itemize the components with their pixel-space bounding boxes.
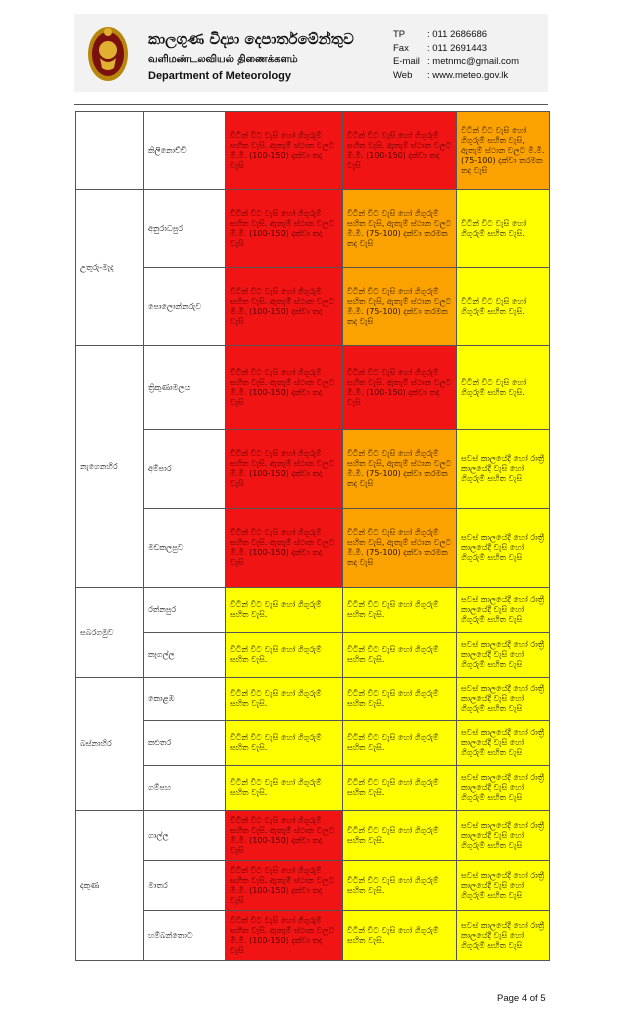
table-row xyxy=(76,190,550,268)
table-row xyxy=(76,721,550,766)
forecast-cell: සවස් කාලයේදී හෝ රාත්‍රී කාලයේදී වැසි හෝ ගිගුරුම් සහිත වැසි xyxy=(457,678,550,721)
province-cell: සබරගමුව xyxy=(76,588,144,678)
district-cell: කළුතර xyxy=(144,721,226,766)
dept-name-tamil: வளிமண்டலவியல் திணைக்களம் xyxy=(148,54,298,65)
forecast-cell: විටින් විට වැසි හෝ ගිගුරුම් සහිත වැසි, ඇතැම් ස්ථාන වලට මි.මී. (75-100) දක්වා තරමක තද වැසි xyxy=(343,268,457,346)
dept-name-english: Department of Meteorology xyxy=(148,70,292,82)
forecast-cell: විටින් විට වැසි හෝ ගිගුරුම් සහිත වැසි. ඇතැම් ස්ථාන වලට මි.මී. (100-150) දක්වා තද වැසි xyxy=(226,509,343,588)
table-row xyxy=(76,911,550,961)
table-row xyxy=(76,112,550,190)
province-cell xyxy=(76,112,144,190)
header-divider xyxy=(74,104,548,105)
forecast-table xyxy=(75,111,550,961)
forecast-cell: විටින් විට වැසි හෝ ගිගුරුම් සහිත වැසි. xyxy=(343,911,457,961)
forecast-cell: විටින් විට වැසි හෝ ගිගුරුම් සහිත වැසි. ඇතැම් ස්ථාන වලට මි.මී. (100-150) දක්වා තද වැසි xyxy=(343,346,457,430)
forecast-cell: විටින් විට වැසි හෝ ගිගුරුම් සහිත වැසි. ඇතැම් ස්ථාන වලට මි.මී. (100-150) දක්වා තද වැසි xyxy=(226,190,343,268)
forecast-cell: සවස් කාලයේදී හෝ රාත්‍රී කාලයේදී වැසි හෝ ගිගුරුම් සහිත වැසි xyxy=(457,811,550,861)
district-cell: ත්‍රිකුණාමලය xyxy=(144,346,226,430)
table-row xyxy=(76,588,550,633)
forecast-cell: විටින් විට වැසි හෝ ගිගුරුම් සහිත වැසි. ඇතැම් ස්ථාන වලට මි.මී. (100-150) දක්වා තද වැසි xyxy=(226,346,343,430)
table-row xyxy=(76,268,550,346)
table-row xyxy=(76,766,550,811)
forecast-cell: සවස් කාලයේදී හෝ රාත්‍රී කාලයේදී වැසි හෝ ගිගුරුම් සහිත වැසි xyxy=(457,911,550,961)
district-cell: කෑගල්ල xyxy=(144,633,226,678)
table-row xyxy=(76,861,550,911)
district-cell: අම්පාර xyxy=(144,430,226,509)
forecast-cell: විටින් විට වැසි හෝ ගිගුරුම් සහිත වැසි. xyxy=(226,588,343,633)
table-row xyxy=(76,346,550,430)
forecast-cell: විටින් විට වැසි හෝ ගිගුරුම් සහිත වැසි. xyxy=(226,721,343,766)
table-row xyxy=(76,633,550,678)
forecast-cell: විටින් විට වැසි හෝ ගිගුරුම් සහිත වැසි. xyxy=(343,766,457,811)
contact-email: E-mail : metnmc@gmail.com xyxy=(393,56,519,67)
district-cell: ගම්පහ xyxy=(144,766,226,811)
forecast-cell: විටින් විට වැසි හෝ ගිගුරුම් සහිත වැසි, ඇතැම් ස්ථාන වලට මි.මී. (75-100) දක්වා තරමක තද වැසි xyxy=(343,430,457,509)
page-number: Page 4 of 5 xyxy=(497,993,546,1004)
forecast-cell: විටින් විට වැසි හෝ ගිගුරුම් සහිත වැසි. ඇතැම් ස්ථාන වලට මි.මී. (100-150) දක්වා තද වැසි xyxy=(226,268,343,346)
forecast-cell: විටින් විට වැසි හෝ ගිගුරුම් සහිත වැසි. xyxy=(457,190,550,268)
district-cell: හම්බන්තොට xyxy=(144,911,226,961)
province-cell: දකුණ xyxy=(76,811,144,961)
table-row xyxy=(76,678,550,721)
forecast-cell: විටින් විට වැසි හෝ ගිගුරුම් සහිත වැසි, ඇතැම් ස්ථාන වලට මි.මී. (75-100) දක්වා තරමක තද වැසි xyxy=(343,509,457,588)
forecast-cell: විටින් විට වැසි හෝ ගිගුරුම් සහිත වැසි. xyxy=(226,766,343,811)
forecast-cell: විටින් විට වැසි හෝ ගිගුරුම් සහිත වැසි. ඇතැම් ස්ථාන වලට මි.මී. (100-150) දක්වා තද වැසි xyxy=(226,861,343,911)
forecast-cell: විටින් විට වැසි හෝ ගිගුරුම් සහිත වැසි, ඇතැම් ස්ථාන වලට මි.මී. (75-100) දක්වා තරමක තද වැසි xyxy=(343,190,457,268)
district-cell: කොළඹ xyxy=(144,678,226,721)
table-row xyxy=(76,509,550,588)
forecast-cell: විටින් විට වැසි හෝ ගිගුරුම් සහිත වැසි. xyxy=(343,811,457,861)
district-cell: පොලොන්නරුව xyxy=(144,268,226,346)
forecast-cell: සවස් කාලයේදී හෝ රාත්‍රී කාලයේදී වැසි හෝ ගිගුරුම් සහිත වැසි xyxy=(457,861,550,911)
district-cell: මඩකලපුව xyxy=(144,509,226,588)
district-cell: රත්නපුර xyxy=(144,588,226,633)
sri-lanka-emblem-icon xyxy=(86,24,130,84)
forecast-cell: විටින් විට වැසි හෝ ගිගුරුම් සහිත වැසි. xyxy=(226,633,343,678)
dept-name-sinhala: කාලගුණ විද්‍යා දෙපාර්තමේන්තුව xyxy=(148,30,354,48)
forecast-cell: විටින් විට වැසි හෝ ගිගුරුම් සහිත වැසි. xyxy=(457,268,550,346)
district-cell: මාතර xyxy=(144,861,226,911)
forecast-cell: විටින් විට වැසි හෝ ගිගුරුම් සහිත වැසි. ඇතැම් ස්ථාන වලට මි.මී. (100-150) දක්වා තද වැසි xyxy=(226,811,343,861)
forecast-cell: විටින් විට වැසි හෝ ගිගුරුම් සහිත වැසි. ඇතැම් ස්ථාන වලට මි.මී. (100-150) දක්වා තද වැසි xyxy=(343,112,457,190)
contact-block xyxy=(393,28,519,82)
forecast-cell: විටින් විට වැසි හෝ ගිගුරුම් සහිත වැසි. xyxy=(343,633,457,678)
forecast-cell: සවස් කාලයේදී හෝ රාත්‍රී කාලයේදී වැසි හෝ ගිගුරුම් සහිත වැසි xyxy=(457,430,550,509)
forecast-cell: විටින් විට වැසි හෝ ගිගුරුම් සහිත වැසි. ඇතැම් ස්ථාන වලට මි.මී. (100-150) දක්වා තද වැසි xyxy=(226,112,343,190)
forecast-cell: සවස් කාලයේදී හෝ රාත්‍රී කාලයේදී වැසි හෝ ගිගුරුම් සහිත වැසි xyxy=(457,509,550,588)
forecast-cell: විටින් විට වැසි හෝ ගිගුරුම් සහිත වැසි. ඇතැම් ස්ථාන වලට මි.මී. (100-150) දක්වා තද වැසි xyxy=(226,911,343,961)
table-row xyxy=(76,811,550,861)
contact-web: Web : www.meteo.gov.lk xyxy=(393,69,509,81)
forecast-cell: සවස් කාලයේදී හෝ රාත්‍රී කාලයේදී වැසි හෝ ගිගුරුම් සහිත වැසි xyxy=(457,588,550,633)
forecast-cell: විටින් විට වැසි හෝ ගිගුරුම් සහිත වැසි, ඇතැම් ස්ථාන වලට මි.මී. (75-100) දක්වා තරමක තද වැසි xyxy=(457,112,550,190)
district-cell: අනුරාධපුර xyxy=(144,190,226,268)
forecast-cell: විටින් විට වැසි හෝ ගිගුරුම් සහිත වැසි. xyxy=(343,861,457,911)
forecast-cell: විටින් විට වැසි හෝ ගිගුරුම් සහිත වැසි. xyxy=(343,721,457,766)
district-cell: ගාල්ල xyxy=(144,811,226,861)
contact-tp: TP : 011 2686686 xyxy=(393,29,488,40)
district-cell: කිලිනොච්චි xyxy=(144,112,226,190)
forecast-cell: විටින් විට වැසි හෝ ගිගුරුම් සහිත වැසි. xyxy=(457,346,550,430)
forecast-cell: විටින් විට වැසි හෝ ගිගුරුම් සහිත වැසි. xyxy=(343,678,457,721)
contact-fax: Fax : 011 2691443 xyxy=(393,42,488,54)
forecast-cell: සවස් කාලයේදී හෝ රාත්‍රී කාලයේදී වැසි හෝ ගිගුරුම් සහිත වැසි xyxy=(457,633,550,678)
province-cell: නැගෙනහිර xyxy=(76,346,144,588)
table-row xyxy=(76,430,550,509)
forecast-cell: විටින් විට වැසි හෝ ගිගුරුම් සහිත වැසි. xyxy=(226,678,343,721)
forecast-cell: විටින් විට වැසි හෝ ගිගුරුම් සහිත වැසි. ඇතැම් ස්ථාන වලට මි.මී. (100-150) දක්වා තද වැසි xyxy=(226,430,343,509)
province-cell: බස්නාහිර xyxy=(76,678,144,811)
forecast-cell: සවස් කාලයේදී හෝ රාත්‍රී කාලයේදී වැසි හෝ ගිගුරුම් සහිත වැසි xyxy=(457,766,550,811)
province-cell: උතුරු-මැද xyxy=(76,190,144,346)
forecast-cell: සවස් කාලයේදී හෝ රාත්‍රී කාලයේදී වැසි හෝ ගිගුරුම් සහිත වැසි xyxy=(457,721,550,766)
forecast-cell: විටින් විට වැසි හෝ ගිගුරුම් සහිත වැසි. xyxy=(343,588,457,633)
